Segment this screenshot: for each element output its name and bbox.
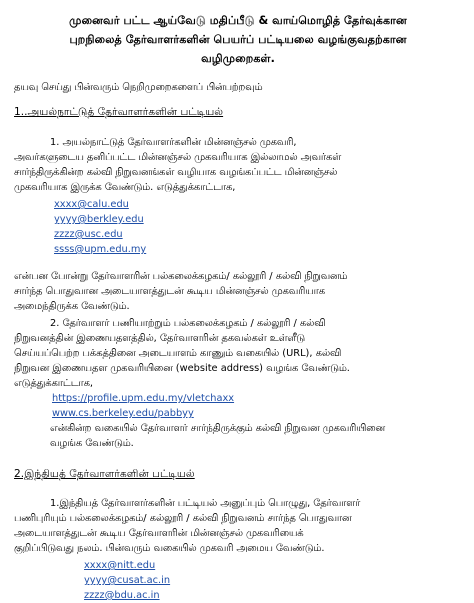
paragraph-line: பணிபுரியும் பல்கலைக்கழகம்/ கல்லூரி / கல்வி நிறுவனம் சார்ந்த பொதுவான — [14, 513, 352, 524]
email-list-indian — [14, 558, 462, 603]
document-title — [14, 11, 462, 68]
intro-text: தயவு செய்து பின்வரும் நெறிமுறைகளைப் பின்பற்றவும் — [14, 82, 263, 93]
paragraph-line: 1. அயல்நாட்டுத் தேர்வாளர்களின் மின்னஞ்சல் முகவரி, — [50, 137, 297, 148]
section-1-after-urls — [14, 421, 462, 451]
paragraph-line: அவர்களுடைய தனிப்பட்ட மின்னஞ்சல் முகவரியாக இல்லாமல் அவர்கள் — [14, 152, 342, 163]
paragraph-line: என்கின்ற வகையில் தேர்வாளர் சார்ந்திருக்கும் கல்வி நிறுவன முகவரியினை — [50, 423, 386, 434]
paragraph-line: 1.இந்தியத் தேர்வாளர்களின் பட்டியல் அனுப்பும் பொழுது, தேர்வாளர் — [50, 498, 361, 509]
section-1-point-2 — [14, 316, 462, 391]
section-1-heading: 1..அயல்நாட்டுத் தேர்வாளர்களின் பட்டியல் — [14, 106, 224, 118]
title-line-3: வழிமுறைகள். — [201, 52, 275, 65]
email-link[interactable]: xxxx@nitt.edu — [84, 560, 156, 571]
title-line-1: முனைவர் பட்ட ஆய்வேடு மதிப்பீடு & வாய்மொழித் தேர்வுக்கான — [69, 14, 407, 27]
paragraph-line: முகவரியாக இருக்க வேண்டும். எடுத்துக்காட்டாக, — [14, 182, 236, 193]
paragraph-line: வழங்க வேண்டும். — [50, 438, 134, 449]
email-list-foreign — [14, 197, 462, 257]
section-1-after-emails — [14, 269, 462, 314]
email-link[interactable]: ssss@upm.edu.my — [54, 244, 147, 255]
email-link[interactable]: xxxx@calu.edu — [54, 199, 129, 210]
paragraph-line: எடுத்துக்காட்டாக, — [14, 378, 94, 389]
email-link[interactable]: zzzz@usc.edu — [54, 229, 123, 240]
url-link[interactable]: https://profile.upm.edu.my/vletchaxx — [52, 393, 235, 404]
section-2-heading: 2.இந்தியத் தேர்வாளர்களின் பட்டியல் — [14, 468, 195, 480]
url-link[interactable]: www.cs.berkeley.edu/pabbyy — [52, 408, 194, 419]
email-link[interactable]: yyyy@cusat.ac.in — [84, 575, 171, 586]
paragraph-line: அடையாளத்துடன் கூடிய தேர்வாளரின் மின்னஞ்சல் முகவரியைக் — [14, 528, 304, 539]
paragraph-line: அமைந்திருக்க வேண்டும். — [14, 301, 130, 312]
paragraph-line: சார்ந்திருக்கின்ற கல்வி நிறுவனங்கள் வழியாக வழங்கப்பட்ட மின்னஞ்சல் — [14, 167, 338, 178]
paragraph-line: செய்யப்பெற்ற பக்கத்தினை அடையாளம் காணும் வகையில் (URL), கல்வி — [14, 348, 342, 359]
email-link[interactable]: zzzz@bdu.ac.in — [84, 590, 160, 601]
paragraph-line: என்பன போன்று தேர்வாளரின் பல்கலைக்கழகம்/ கல்லூரி / கல்வி நிறுவனம் — [14, 271, 348, 282]
paragraph-line: 2. தேர்வாளர் பணியாற்றும் பல்கலைக்கழகம் / கல்லூரி / கல்வி — [50, 318, 326, 329]
title-line-2: புறநிலைத் தேர்வாளர்களின் பெயர்ப் பட்டியலை வழங்குவதற்கான — [69, 33, 407, 46]
section-1-point-1 — [14, 135, 462, 195]
section-2-point-1 — [14, 496, 462, 556]
email-link[interactable]: yyyy@berkley.edu — [54, 214, 144, 225]
paragraph-line: நிறுவன இணையதள முகவரியினை (website address) வழங்க வேண்டும். — [14, 363, 350, 374]
paragraph-line: நிறுவனத்தின் இணையதளத்தில், தேர்வாளரின் தகவல்கள் உள்ளீடு — [14, 333, 306, 344]
url-list — [14, 391, 462, 421]
paragraph-line: குறிப்பிடுவது நலம். பின்வரும் வகையில் முகவரி அமைய வேண்டும். — [14, 543, 325, 554]
paragraph-line: சார்ந்த பொதுவான அடையாளத்துடன் கூடிய மின்னஞ்சல் முகவரியாக — [14, 286, 326, 297]
